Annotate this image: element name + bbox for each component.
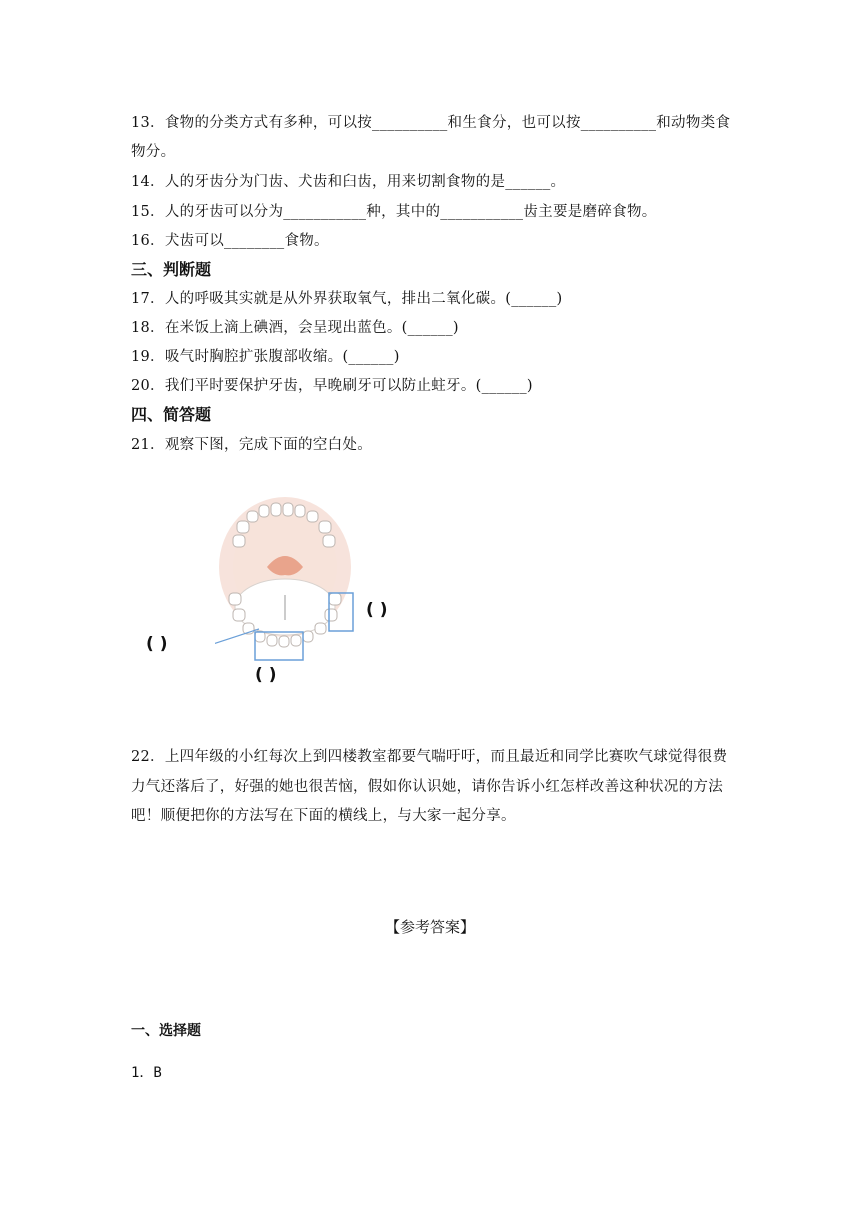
question-20: 20．我们平时要保护牙齿，早晚刷牙可以防止蛀牙。(______) [131, 378, 533, 394]
diagram-label-right: ( ) [366, 600, 388, 620]
diagram-label-bottom: ( ) [255, 665, 277, 685]
question-16: 16．犬齿可以________食物。 [131, 233, 329, 249]
section-4-heading: 四、简答题 [131, 405, 212, 424]
answer-1: 1．B [131, 1065, 162, 1081]
question-13-line-1: 13．食物的分类方式有多种，可以按__________和生食分，也可以按__________和动物类食 [131, 115, 731, 131]
teeth-diagram [215, 495, 365, 669]
question-21: 21．观察下图，完成下面的空白处。 [131, 437, 373, 453]
answers-section-1-heading: 一、选择题 [131, 1023, 201, 1039]
question-15: 15．人的牙齿可以分为___________种，其中的___________齿主要是磨碎食物。 [131, 204, 657, 220]
answers-title: 【参考答案】 [384, 918, 475, 936]
question-13-line-2: 物分。 [131, 144, 176, 160]
question-17: 17．人的呼吸其实就是从外界获取氧气，排出二氧化碳。(______) [131, 291, 563, 307]
question-18: 18．在米饭上滴上碘酒，会呈现出蓝色。(______) [131, 320, 459, 336]
question-19: 19．吸气时胸腔扩张腹部收缩。(______) [131, 349, 400, 365]
section-3-heading: 三、判断题 [131, 260, 212, 279]
question-22-line-3: 吧！顺便把你的方法写在下面的横线上，与大家一起分享。 [131, 808, 516, 824]
question-14: 14．人的牙齿分为门齿、犬齿和臼齿，用来切割食物的是______。 [131, 174, 566, 190]
mouth-illustration [215, 495, 365, 665]
diagram-label-left: ( ) [146, 634, 168, 654]
question-22-line-2: 力气还落后了，好强的她也很苦恼，假如你认识她，请你告诉小红怎样改善这种状况的方法 [131, 779, 723, 795]
question-22-line-1: 22．上四年级的小红每次上到四楼教室都要气喘吁吁，而且最近和同学比赛吹气球觉得很费 [131, 749, 728, 765]
